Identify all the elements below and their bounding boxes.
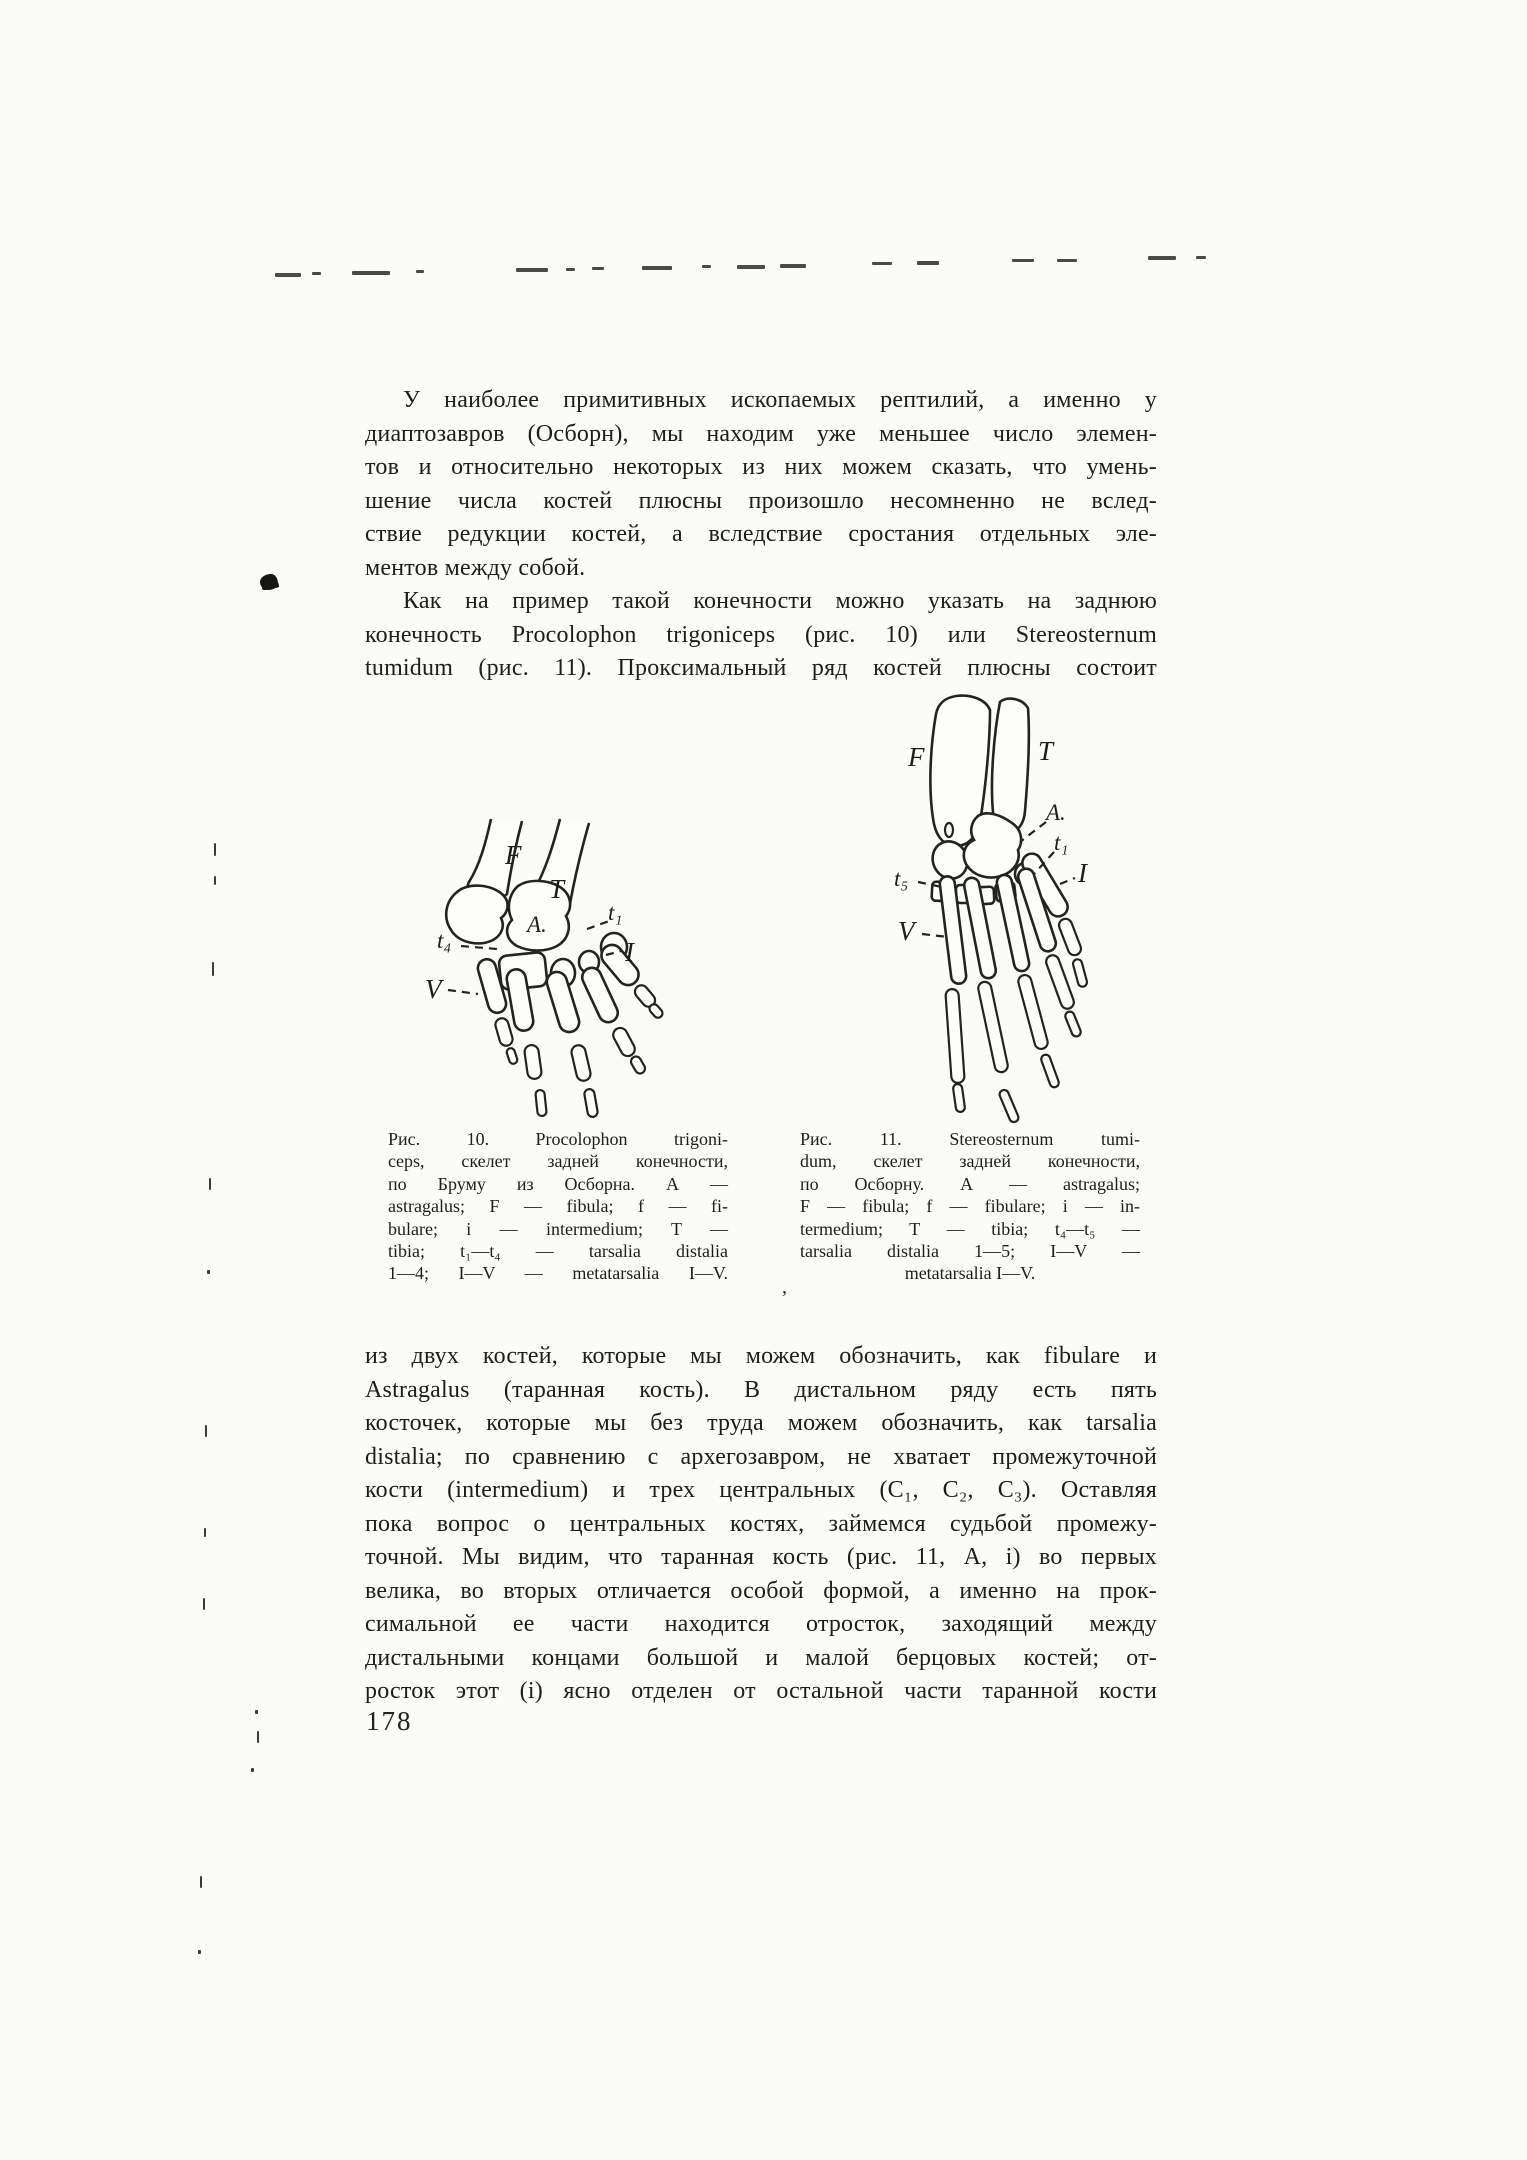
- text-line: симальной ее части находится отросток, заходящий между: [365, 1611, 1157, 1637]
- scan-dash-artifact: [275, 273, 301, 277]
- text-line: 1—4; I—V — metatarsalia I—V.: [388, 1263, 728, 1284]
- astragalus-bone: [964, 813, 1021, 877]
- text-line: ментов между собой.: [365, 554, 586, 581]
- scan-dash-artifact: [872, 262, 892, 265]
- margin-mark-artifact: [214, 843, 216, 856]
- text-line: конечность Procolophon trigoniceps (рис. 10) или Stereosternum: [365, 621, 1157, 648]
- paragraph-continuation: [365, 1340, 1157, 1709]
- tarsal-1-label: t₁: [608, 900, 623, 925]
- metatarsal-5-label: V: [425, 974, 442, 1004]
- scan-dash-artifact: [516, 268, 548, 272]
- scan-dash-artifact: [737, 265, 765, 269]
- margin-mark-artifact: [200, 1876, 202, 1888]
- tarsal-1-label: t₁: [1054, 830, 1069, 855]
- text-line: велика, во вторых отличается особой формой, а именно на прок-: [365, 1577, 1157, 1604]
- fibulare-bone: [446, 886, 507, 944]
- scan-dash-artifact: [566, 268, 575, 271]
- fibula-label: F: [505, 840, 522, 870]
- text-line: Как на пример такой конечности можно указать на заднюю: [403, 588, 1157, 614]
- text-line: termedium; T — tibia; t₄—t₅ —: [800, 1218, 1140, 1239]
- ink-blot-artifact: [260, 574, 278, 590]
- text-line: tumidum (рис. 11). Проксимальный ряд костей плюсны состоит: [365, 655, 1157, 681]
- scan-dash-artifact: [780, 264, 806, 268]
- margin-mark-artifact: [207, 1270, 210, 1274]
- scan-dash-artifact: [352, 271, 390, 275]
- text-line: кости (intermedium) и трех центральных (C₁, C₂, C₃). Оставляя: [365, 1477, 1157, 1503]
- text-line: шение числа костей плюсны произошло несомненно не вслед-: [365, 487, 1157, 514]
- text-line: tarsalia distalia 1—5; I—V —: [800, 1241, 1140, 1262]
- text-line: Рис. 10. Procolophon trigoni-: [388, 1129, 728, 1149]
- text-line: F — fibula; f — fibulare; i — in-: [800, 1196, 1140, 1217]
- paragraph-example: [365, 585, 1157, 686]
- text-line: Astragalus (таранная кость). В дистальном ряду есть пять: [365, 1376, 1157, 1403]
- text-line: диаптозавров (Осборн), мы находим уже меньшее число элемен-: [365, 420, 1157, 447]
- text-line: distalia; по сравнению с архегозавром, не хватает промежуточной: [365, 1443, 1157, 1470]
- text-line: по Бруму из Осборна. А —: [388, 1173, 728, 1194]
- figure-10-drawing: [405, 816, 705, 1128]
- tibia-label: T: [549, 874, 565, 904]
- scan-dash-artifact: [416, 270, 424, 273]
- scan-dash-artifact: [642, 266, 672, 270]
- fibula-label: F: [908, 742, 925, 772]
- text-line: astragalus; F — fibula; f — fi-: [388, 1196, 728, 1217]
- text-line: росток этот (i) ясно отделен от остальной части таранной кости: [365, 1678, 1157, 1704]
- margin-mark-artifact: [203, 1598, 205, 1610]
- text-line: metatarsalia I—V.: [904, 1263, 1036, 1284]
- metatarsal-5-label: V: [898, 916, 915, 946]
- scan-dash-artifact: [917, 261, 939, 265]
- margin-mark-artifact: [198, 1950, 201, 1954]
- metatarsal-1-label: I: [1078, 858, 1087, 888]
- text-line: tibia; t₁—t₄ — tarsalia distalia: [388, 1241, 728, 1262]
- figure-11-drawing: [828, 688, 1118, 1128]
- text-line: по Осборну. А — astragalus;: [800, 1173, 1140, 1194]
- text-line: косточек, которые мы без труда можем обозначить, как tarsalia: [365, 1410, 1157, 1436]
- text-line: dum, скелет задней конечности,: [800, 1151, 1140, 1172]
- margin-mark-artifact: [255, 1710, 258, 1714]
- text-line: тов и относительно некоторых из них можем сказать, что умень-: [365, 454, 1157, 480]
- metatarsal-ray-5: [939, 875, 967, 1112]
- scan-dash-artifact: [1012, 259, 1034, 262]
- tarsal-5-label: t₅: [894, 866, 909, 891]
- scan-dash-artifact: [1057, 259, 1077, 262]
- astragalus-label: A.: [527, 912, 547, 937]
- margin-mark-artifact: [212, 962, 214, 976]
- margin-mark-artifact: [251, 1768, 254, 1772]
- tarsal-4-label: t₄: [437, 928, 452, 953]
- scan-dash-artifact: [592, 267, 604, 270]
- scan-dash-artifact: [312, 272, 321, 275]
- text-line: bulare; i — intermedium; T —: [388, 1218, 728, 1239]
- text-line: дистальными концами большой и малой берцовых костей; от-: [365, 1644, 1157, 1671]
- text-line: пока вопрос о центральных костях, займемся судьбой промежу-: [365, 1510, 1157, 1537]
- margin-mark-artifact: [214, 876, 216, 885]
- text-line: ствие редукции костей, а вследствие сростания отдельных эле-: [365, 521, 1157, 547]
- astragalus-label: A.: [1046, 800, 1066, 825]
- stray-comma-artifact: ,: [782, 1276, 787, 1298]
- scan-dash-artifact: [702, 265, 711, 268]
- metatarsal-1-label: I: [625, 937, 634, 967]
- scan-dash-artifact: [1196, 256, 1206, 259]
- text-line: точной. Мы видим, что таранная кость (рис. 11, А, i) во первых: [365, 1544, 1157, 1570]
- scan-dash-artifact: [1148, 256, 1176, 260]
- margin-mark-artifact: [209, 1178, 211, 1190]
- text-line: ceps, скелет задней конечности,: [388, 1151, 728, 1172]
- paragraph-intro: [365, 384, 1157, 585]
- text-line: У наиболее примитивных ископаемых рептилий, а именно у: [403, 387, 1157, 413]
- figure-11-caption: [800, 1128, 1140, 1285]
- margin-mark-artifact: [257, 1731, 259, 1743]
- margin-mark-artifact: [205, 1425, 207, 1437]
- text-line: из двух костей, которые мы можем обозначить, как fibulare и: [365, 1343, 1157, 1369]
- page-number: 178: [366, 1706, 413, 1736]
- tibia-bone: [992, 699, 1029, 832]
- text-line: Рис. 11. Stereosternum tumi-: [800, 1129, 1140, 1149]
- figure-10-caption: [388, 1128, 728, 1285]
- margin-mark-artifact: [204, 1528, 206, 1537]
- tibia-label: T: [1038, 736, 1054, 766]
